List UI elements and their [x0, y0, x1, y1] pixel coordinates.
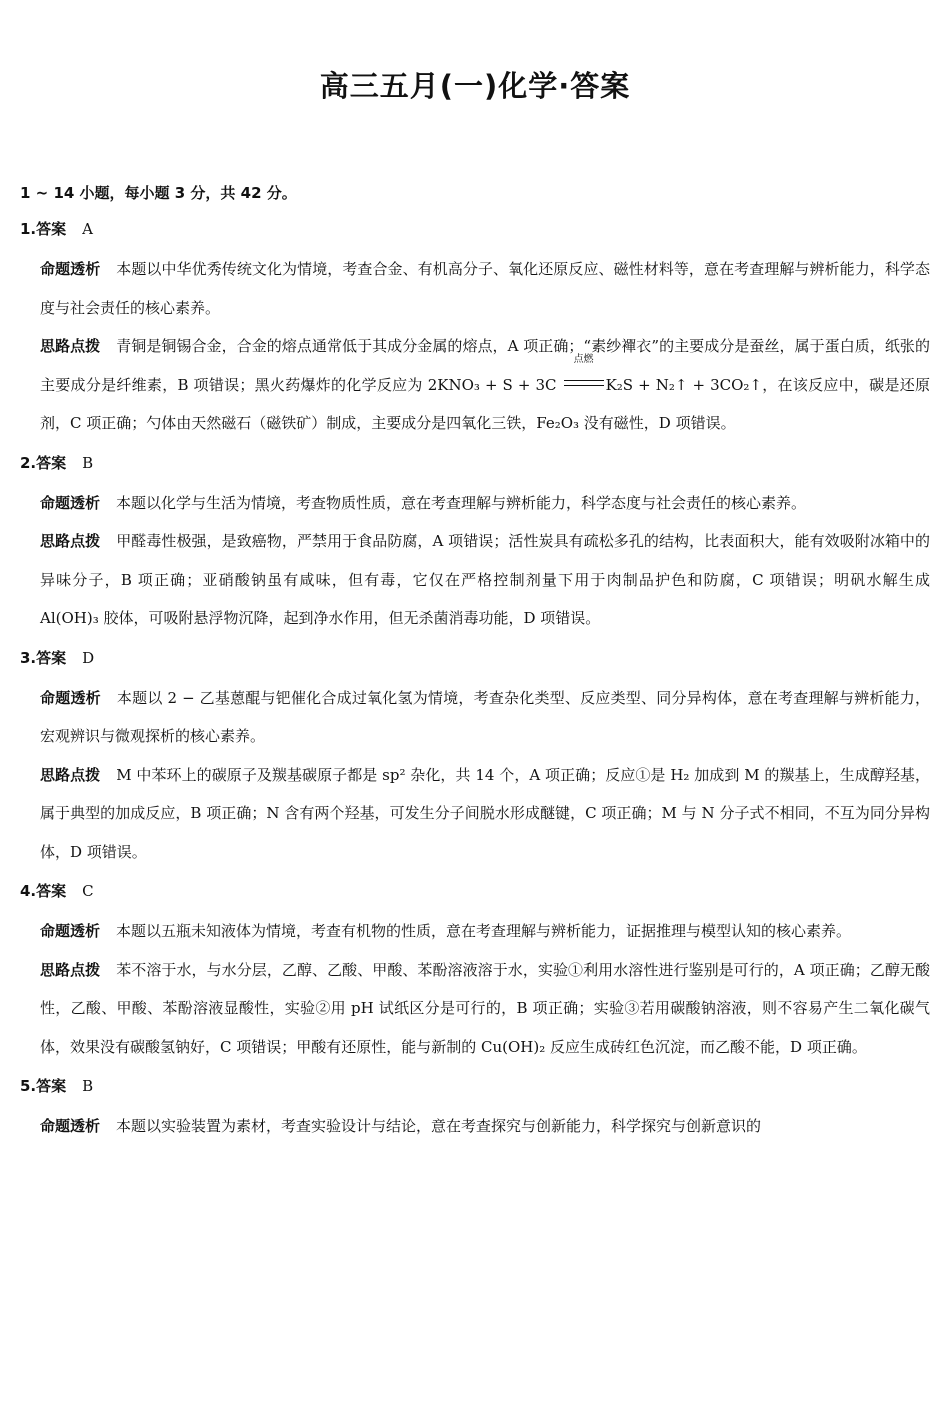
question-block-4: [20, 878, 930, 1066]
analysis-text: 本题以五瓶未知液体为情境，考查有机物的性质，意在考查理解与辨析能力，证据推理与模型认知的核心素养。: [116, 922, 852, 940]
page-title: 高三五月(一)化学·答案: [319, 69, 631, 103]
answer-line: [20, 216, 930, 242]
answer-label: 答案: [36, 648, 67, 667]
answer-value: D: [82, 648, 95, 667]
analysis-paragraph: [40, 484, 930, 523]
analysis-label: 命题透析: [40, 688, 101, 707]
equals-sign: [564, 380, 604, 386]
reaction-condition: 点燃: [573, 353, 594, 365]
analysis-label: 命题透析: [40, 922, 101, 940]
analysis-text: 本题以中华优秀传统文化为情境，考查合金、有机高分子、氧化还原反应、磁性材料等，意在考查理解与辨析能力，科学态度与社会责任的核心素养。: [40, 260, 930, 317]
analysis-text: 本题以实验装置为素材，考查实验设计与结论，意在考查探究与创新能力，科学探究与创新意识的: [116, 1117, 762, 1135]
hint-text: M 中苯环上的碳原子及羰基碳原子都是 sp² 杂化，共 14 个，A 项正确；反应①是 H₂ 加成到 M 的羰基上，生成醇羟基，属于典型的加成反应，B 项正确；N 含有两个羟基，可发生分子间脱水形成醚键，C 项正确；M 与 N 分子式不相同，不互为同分异构体，D 项错误。: [40, 765, 930, 861]
answer-value: C: [82, 882, 94, 900]
question-number: 5.: [20, 1077, 37, 1095]
analysis-paragraph: [40, 679, 930, 756]
hint-text: 甲醛毒性极强，是致癌物，严禁用于食品防腐，A 项错误；活性炭具有疏松多孔的结构，比表面积大，能有效吸附冰箱中的异味分子，B 项正确；亚硝酸钠虽有咸味，但有毒，它仅在严格控制剂量下用于肉制品护色和防腐，C 项错误；明矾水解生成 Al(OH)₃ 胶体，可吸附悬浮物沉降，起到净水作用，但无杀菌消毒功能，D 项错误。: [40, 532, 930, 627]
analysis-label: 命题透析: [40, 493, 101, 512]
answer-label: 答案: [36, 220, 67, 238]
answer-label: 答案: [36, 453, 67, 472]
hint-label: 思路点拨: [40, 960, 101, 979]
answer-content: [20, 180, 930, 1153]
analysis-text: 本题以化学与生活为情境，考查物质性质，意在考查理解与辨析能力，科学态度与社会责任的核心素养。: [116, 493, 807, 512]
hint-paragraph: [40, 951, 930, 1067]
answer-value: A: [82, 220, 93, 238]
question-number: 4.: [20, 882, 37, 900]
hint-paragraph: [40, 522, 930, 638]
section-intro: 1 ~ 14 小题，每小题 3 分，共 42 分。: [20, 184, 297, 202]
hint-text: 青铜是铜锡合金，合金的熔点通常低于其成分金属的熔点，A 项正确；“素纱襌衣”的主要成分是蚕丝，属于蛋白质，纸张的主要成分是纤维素，B 项错误；黑火药爆炸的化学反应为 2KNO₃ + S + 3C: [40, 337, 930, 394]
reaction-arrow: [562, 353, 606, 405]
answer-value: B: [82, 453, 94, 472]
answer-line: [20, 450, 930, 476]
hint-label: 思路点拨: [40, 765, 101, 784]
question-block-5: [20, 1073, 930, 1146]
answer-value: B: [82, 1077, 94, 1095]
question-number: 1.: [20, 220, 37, 238]
analysis-paragraph: [40, 1107, 930, 1146]
hint-text: 苯不溶于水，与水分层，乙醇、乙酸、甲酸、苯酚溶液溶于水，实验①利用水溶性进行鉴别是可行的，A 项正确；乙醇无酸性，乙酸、甲酸、苯酚溶液显酸性，实验②用 pH 试纸区分是可行的，B 项正确；实验③若用碳酸钠溶液，则不容易产生二氧化碳气体，效果没有碳酸氢钠好，C 项错误；甲酸有还原性，能与新制的 Cu(OH)₂ 反应生成砖红色沉淀，而乙酸不能，D 项正确。: [40, 960, 930, 1056]
answer-line: [20, 878, 930, 904]
question-number: 2.: [20, 453, 37, 472]
answer-line: [20, 1073, 930, 1099]
hint-label: 思路点拨: [40, 337, 101, 355]
answer-label: 答案: [36, 1077, 67, 1095]
analysis-paragraph: [40, 912, 930, 951]
hint-label: 思路点拨: [40, 532, 101, 550]
question-number: 3.: [20, 648, 37, 667]
question-block-3: [20, 645, 930, 872]
answer-line: [20, 645, 930, 671]
hint-paragraph: [40, 327, 930, 443]
analysis-paragraph: [40, 250, 930, 327]
analysis-text: 本题以 2 − 乙基蒽醌与钯催化合成过氧化氢为情境，考查杂化类型、反应类型、同分异构体，意在考查理解与辨析能力，宏观辨识与微观探析的核心素养。: [40, 688, 930, 745]
hint-paragraph: [40, 756, 930, 872]
question-block-2: [20, 450, 930, 638]
answer-label: 答案: [36, 882, 67, 900]
analysis-label: 命题透析: [40, 260, 101, 278]
hint-text-continued: K₂S + N₂↑ + 3CO₂↑，在该反应中，碳是还原剂，C 项正确；勺体由天然磁石（磁铁矿）制成，主要成分是四氧化三铁，Fe₂O₃ 没有磁性，D 项错误。: [40, 375, 931, 432]
question-block-1: [20, 216, 930, 443]
analysis-label: 命题透析: [40, 1117, 101, 1135]
